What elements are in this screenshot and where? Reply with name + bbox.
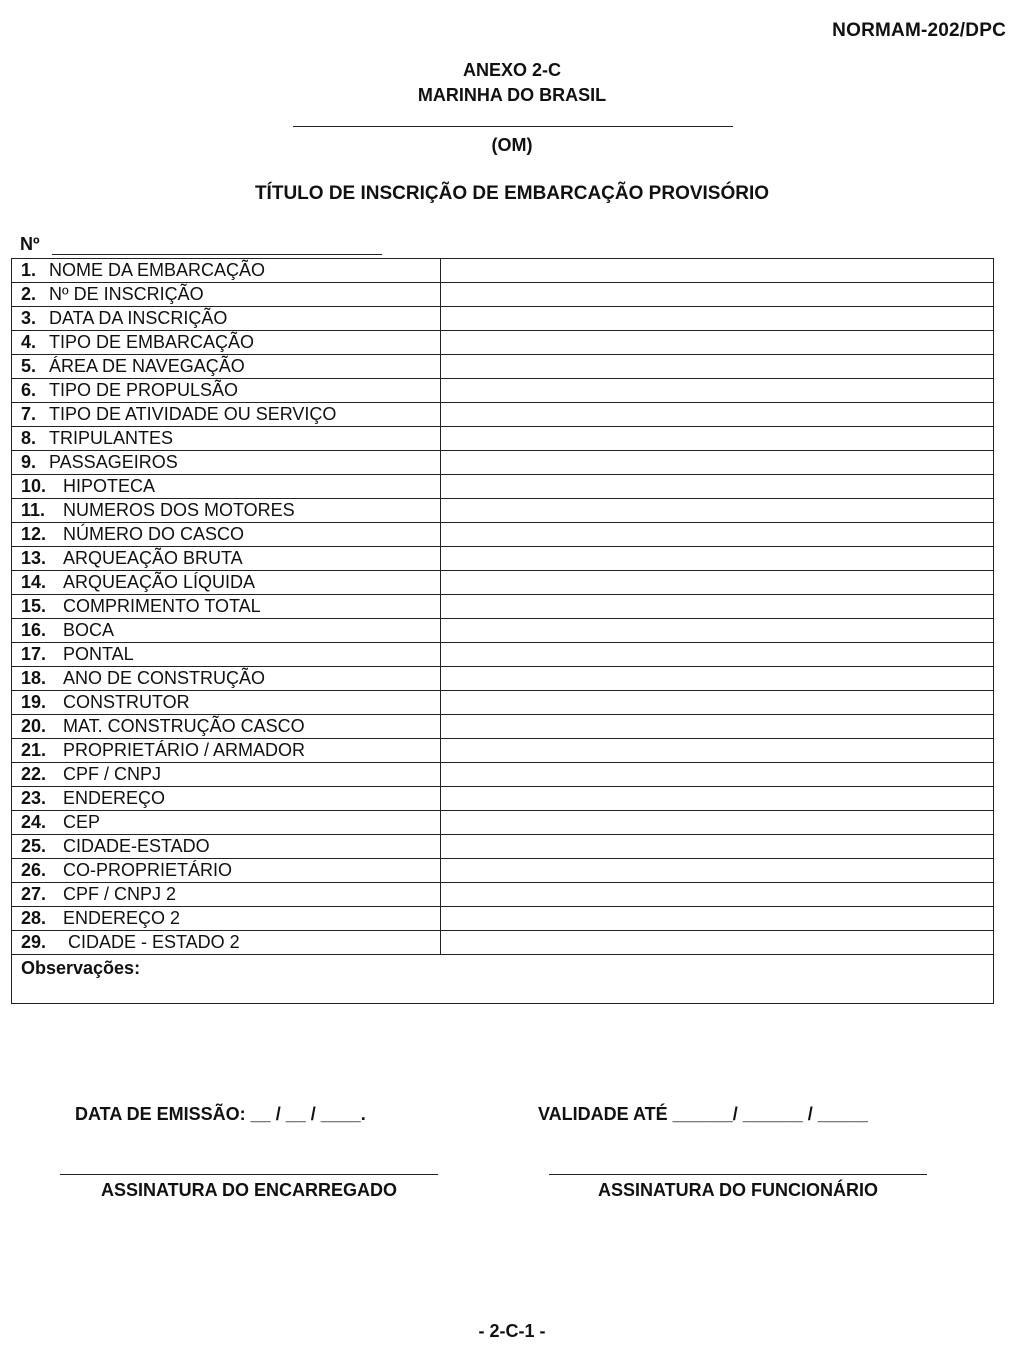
field-number: 19.: [21, 692, 47, 712]
table-row: [12, 523, 994, 547]
field-label: CONSTRUTOR: [63, 692, 190, 712]
observations-row: [12, 955, 994, 1004]
table-row: [12, 931, 994, 955]
field-label: NUMEROS DOS MOTORES: [63, 500, 295, 520]
field-label-cell: [12, 739, 441, 763]
field-label-cell: [12, 307, 441, 331]
table-row: [12, 547, 994, 571]
signature-label-right: ASSINATURA DO FUNCIONÁRIO: [598, 1180, 878, 1200]
field-label-cell: [12, 835, 441, 859]
table-row: [12, 571, 994, 595]
field-label-cell: [12, 523, 441, 547]
field-value-cell[interactable]: [441, 499, 994, 523]
field-label: ANO DE CONSTRUÇÃO: [63, 668, 266, 688]
field-label-cell: [12, 595, 441, 619]
field-value-cell[interactable]: [441, 835, 994, 859]
number-blank-line[interactable]: [52, 254, 382, 255]
field-number: 4.: [21, 332, 37, 352]
field-value-cell[interactable]: [441, 475, 994, 499]
field-value-cell[interactable]: [441, 283, 994, 307]
field-value-cell[interactable]: [441, 523, 994, 547]
table-row: [12, 859, 994, 883]
table-row: [12, 643, 994, 667]
field-value-cell[interactable]: [441, 787, 994, 811]
table-row: [12, 283, 994, 307]
field-label-cell: [12, 427, 441, 451]
field-label-cell: [12, 787, 441, 811]
field-value-cell[interactable]: [441, 859, 994, 883]
field-label-cell: [12, 715, 441, 739]
field-value-cell[interactable]: [441, 427, 994, 451]
field-number: 2.: [21, 284, 37, 304]
field-label: TIPO DE PROPULSÃO: [49, 380, 239, 400]
field-label: Nº DE INSCRIÇÃO: [49, 284, 204, 304]
field-number: 25.: [21, 836, 47, 856]
field-label-cell: [12, 691, 441, 715]
issue-date-field[interactable]: DATA DE EMISSÃO: __ / __ / ____.: [75, 1104, 366, 1124]
field-number: 24.: [21, 812, 47, 832]
field-label-cell: [12, 859, 441, 883]
field-number: 28.: [21, 908, 47, 928]
field-label-cell: [12, 883, 441, 907]
field-number: 17.: [21, 644, 47, 664]
field-number: 13.: [21, 548, 47, 568]
field-value-cell[interactable]: [441, 571, 994, 595]
field-label: CPF / CNPJ 2: [63, 884, 177, 904]
table-row: [12, 451, 994, 475]
field-label-cell: [12, 931, 441, 955]
field-number: 22.: [21, 764, 47, 784]
field-label: NÚMERO DO CASCO: [63, 524, 245, 544]
field-label-cell: [12, 403, 441, 427]
observations-field[interactable]: [12, 955, 994, 1004]
field-label: DATA DA INSCRIÇÃO: [49, 308, 228, 328]
field-label: PONTAL: [63, 644, 134, 664]
om-label: (OM): [491, 135, 533, 155]
field-value-cell[interactable]: [441, 403, 994, 427]
field-label-cell: [12, 499, 441, 523]
field-label-cell: [12, 547, 441, 571]
document-code: NORMAM-202/DPC: [832, 20, 1006, 41]
table-row: [12, 595, 994, 619]
field-value-cell[interactable]: [441, 259, 994, 283]
field-label: MAT. CONSTRUÇÃO CASCO: [63, 716, 305, 736]
signature-line-left[interactable]: [60, 1174, 438, 1175]
field-value-cell[interactable]: [441, 739, 994, 763]
table-row: [12, 331, 994, 355]
field-label-cell: [12, 643, 441, 667]
observations-label: Observações:: [21, 958, 141, 978]
field-value-cell[interactable]: [441, 691, 994, 715]
field-value-cell[interactable]: [441, 811, 994, 835]
table-row: [12, 619, 994, 643]
table-row: [12, 403, 994, 427]
table-row: [12, 715, 994, 739]
field-value-cell[interactable]: [441, 595, 994, 619]
field-value-cell[interactable]: [441, 379, 994, 403]
validity-field[interactable]: VALIDADE ATÉ ______/ ______ / _____: [538, 1104, 868, 1124]
field-label: BOCA: [63, 620, 115, 640]
table-row: [12, 427, 994, 451]
page-title: TÍTULO DE INSCRIÇÃO DE EMBARCAÇÃO PROVISÓRIO: [254, 183, 770, 204]
field-number: 8.: [21, 428, 37, 448]
field-value-cell[interactable]: [441, 883, 994, 907]
registration-form-table: [11, 258, 994, 1004]
field-label: CEP: [63, 812, 101, 832]
signature-label-left: ASSINATURA DO ENCARREGADO: [100, 1180, 397, 1200]
field-label-cell: [12, 571, 441, 595]
field-value-cell[interactable]: [441, 763, 994, 787]
field-label: ENDEREÇO: [63, 788, 166, 808]
field-label: CO-PROPRIETÁRIO: [63, 860, 233, 880]
table-row: [12, 307, 994, 331]
field-number: 27.: [21, 884, 47, 904]
field-number: 14.: [21, 572, 47, 592]
field-label: PROPRIETÁRIO / ARMADOR: [63, 740, 306, 760]
field-label-cell: [12, 475, 441, 499]
field-number: 7.: [21, 404, 37, 424]
field-number: 18.: [21, 668, 47, 688]
field-label-cell: [12, 355, 441, 379]
field-number: 21.: [21, 740, 47, 760]
page-number: - 2-C-1 -: [478, 1321, 546, 1341]
field-number: 3.: [21, 308, 37, 328]
field-value-cell[interactable]: [441, 619, 994, 643]
signature-line-right[interactable]: [549, 1174, 927, 1175]
field-label-cell: [12, 763, 441, 787]
field-number: 5.: [21, 356, 37, 376]
om-blank-line[interactable]: [293, 126, 733, 127]
field-label: TIPO DE ATIVIDADE OU SERVIÇO: [49, 404, 337, 424]
organization-name: MARINHA DO BRASIL: [417, 85, 607, 105]
field-label-cell: [12, 331, 441, 355]
field-label: COMPRIMENTO TOTAL: [63, 596, 261, 616]
field-label-cell: [12, 619, 441, 643]
table-row: [12, 907, 994, 931]
field-label: CIDADE - ESTADO 2: [63, 932, 240, 952]
field-number: 10.: [21, 476, 47, 496]
table-row: [12, 691, 994, 715]
table-row: [12, 835, 994, 859]
field-number: 20.: [21, 716, 47, 736]
table-row: [12, 787, 994, 811]
field-value-cell[interactable]: [441, 907, 994, 931]
field-label: HIPOTECA: [63, 476, 156, 496]
field-label-cell: [12, 379, 441, 403]
field-label-cell: [12, 283, 441, 307]
field-label: ARQUEAÇÃO BRUTA: [63, 548, 243, 568]
table-row: [12, 739, 994, 763]
field-value-cell[interactable]: [441, 451, 994, 475]
table-row: [12, 379, 994, 403]
field-value-cell[interactable]: [441, 307, 994, 331]
table-row: [12, 763, 994, 787]
field-label: ÁREA DE NAVEGAÇÃO: [49, 356, 245, 376]
table-row: [12, 355, 994, 379]
table-row: [12, 499, 994, 523]
table-row: [12, 259, 994, 283]
field-value-cell[interactable]: [441, 355, 994, 379]
field-label: ENDEREÇO 2: [63, 908, 181, 928]
field-number: 16.: [21, 620, 47, 640]
field-value-cell[interactable]: [441, 331, 994, 355]
table-row: [12, 883, 994, 907]
field-number: 26.: [21, 860, 47, 880]
field-label: TIPO DE EMBARCAÇÃO: [49, 332, 255, 352]
field-value-cell[interactable]: [441, 547, 994, 571]
field-label: CPF / CNPJ: [63, 764, 162, 784]
field-label-cell: [12, 259, 441, 283]
field-number: 23.: [21, 788, 47, 808]
field-label: NOME DA EMBARCAÇÃO: [49, 260, 266, 280]
table-row: [12, 475, 994, 499]
field-number: 11.: [21, 500, 46, 520]
field-number: 15.: [21, 596, 47, 616]
field-number: 9.: [21, 452, 37, 472]
field-label-cell: [12, 451, 441, 475]
annex-title: ANEXO 2-C: [462, 60, 561, 80]
field-number: 29.: [21, 932, 47, 952]
field-label: TRIPULANTES: [49, 428, 174, 448]
field-number: 1.: [21, 260, 37, 280]
number-label: Nº: [20, 234, 40, 254]
field-label-cell: [12, 811, 441, 835]
field-label-cell: [12, 667, 441, 691]
field-number: 6.: [21, 380, 37, 400]
field-label: PASSAGEIROS: [49, 452, 178, 472]
field-label: CIDADE-ESTADO: [63, 836, 210, 856]
field-value-cell[interactable]: [441, 931, 994, 955]
field-label-cell: [12, 907, 441, 931]
table-row: [12, 667, 994, 691]
table-row: [12, 811, 994, 835]
field-label: ARQUEAÇÃO LÍQUIDA: [63, 572, 256, 592]
field-value-cell[interactable]: [441, 667, 994, 691]
field-value-cell[interactable]: [441, 715, 994, 739]
field-value-cell[interactable]: [441, 643, 994, 667]
field-number: 12.: [21, 524, 47, 544]
